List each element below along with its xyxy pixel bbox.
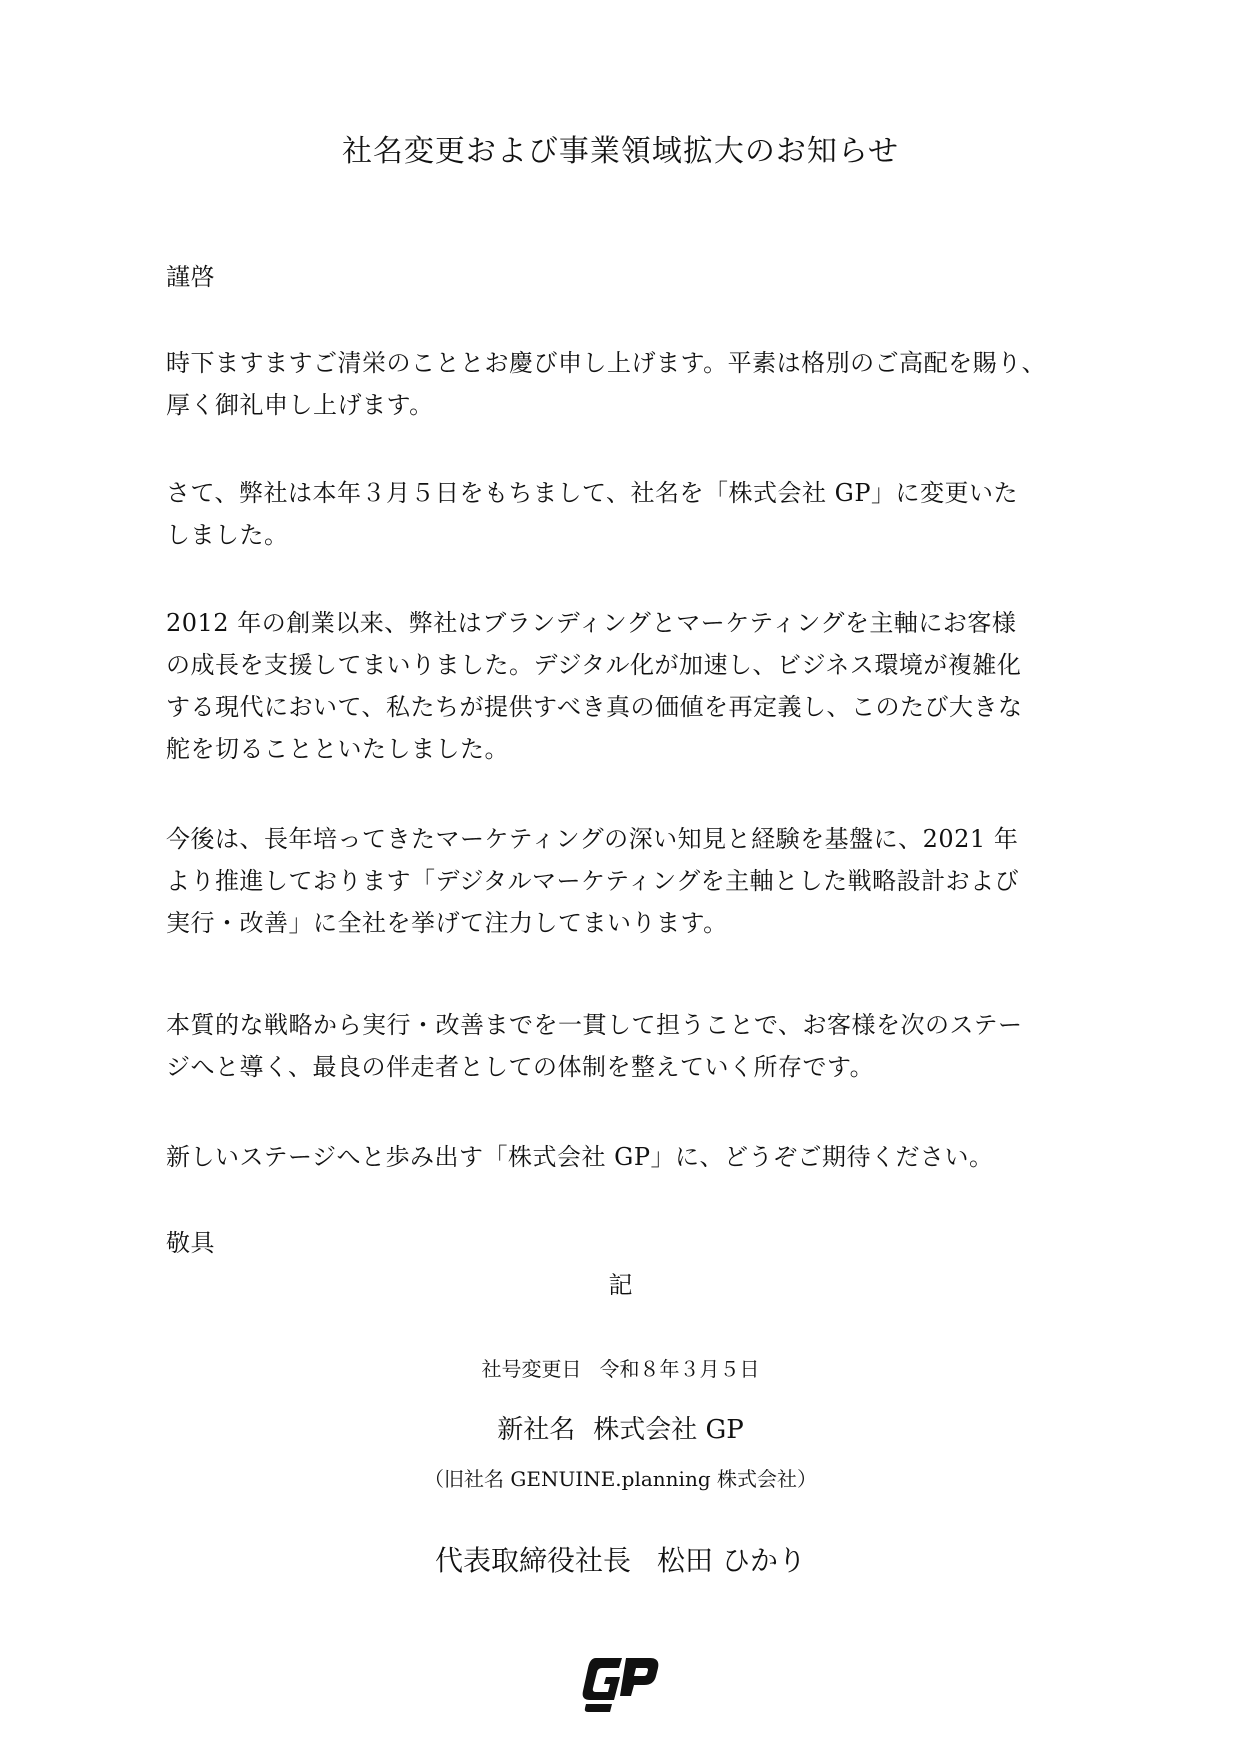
document-title: 社名変更および事業領域拡大のお知らせ <box>341 134 900 169</box>
paragraph-line: 本質的な戦略から実行・改善までを一貫して担うことで、お客様を次のステー <box>166 1011 1023 1039</box>
gp-logo-icon <box>582 1652 660 1714</box>
ki-heading: 記 <box>608 1271 633 1299</box>
paragraph-line: 新しいステージへと歩み出す「株式会社 GP」に、どうぞご期待ください。 <box>166 1143 994 1171</box>
ceo-name: 松田 ひかり <box>657 1544 806 1577</box>
paragraph-line: 厚く御礼申し上げます。 <box>166 391 434 419</box>
change-date-value: 令和８年３月５日 <box>599 1357 760 1381</box>
paragraph-6 <box>166 1136 1086 1178</box>
paragraph-line: 実行・改善」に全社を挙げて注力してまいります。 <box>166 909 728 937</box>
paragraph-line: 2012 年の創業以来、弊社はブランディングとマーケティングを主軸にお客様 <box>166 609 1017 637</box>
paragraph-line: しました。 <box>166 521 289 549</box>
new-name-line <box>0 1410 1241 1450</box>
paragraph-line: ジへと導く、最良の伴走者としての体制を整えていく所存です。 <box>166 1053 875 1081</box>
change-date-label: 社号変更日 <box>481 1357 582 1381</box>
paragraph-2 <box>166 472 1086 556</box>
paragraph-4 <box>166 818 1086 944</box>
paragraph-line: する現代において、私たちが提供すべき真の価値を再定義し、このたび大きな <box>166 693 1023 721</box>
paragraph-3 <box>166 602 1086 770</box>
greeting: 謹啓 <box>166 263 215 291</box>
ceo-line <box>0 1540 1241 1582</box>
ceo-title: 代表取締役社長 <box>435 1544 632 1577</box>
paragraph-line: 舵を切ることといたしました。 <box>166 735 509 763</box>
new-name-label: 新社名 <box>497 1415 576 1445</box>
closing: 敬具 <box>166 1229 215 1257</box>
paragraph-line: 時下ますますご清栄のこととお慶び申し上げます。平素は格別のご高配を賜り、 <box>166 349 1047 377</box>
paragraph-line: 今後は、長年培ってきたマーケティングの深い知見と経験を基盤に、2021 年 <box>166 825 1019 853</box>
old-name-line: （旧社名 GENUINE.planning 株式会社） <box>424 1467 817 1491</box>
paragraph-line: さて、弊社は本年３月５日をもちまして、社名を「株式会社 GP」に変更いた <box>166 479 1018 507</box>
new-name-value: 株式会社 GP <box>593 1415 744 1445</box>
paragraph-line: より推進しております「デジタルマーケティングを主軸とした戦略設計および <box>166 867 1020 895</box>
paragraph-5 <box>166 1004 1086 1088</box>
paragraph-line: の成長を支援してまいりました。デジタル化が加速し、ビジネス環境が複雑化 <box>166 651 1022 679</box>
change-date-line <box>0 1354 1241 1384</box>
paragraph-1 <box>166 342 1086 426</box>
